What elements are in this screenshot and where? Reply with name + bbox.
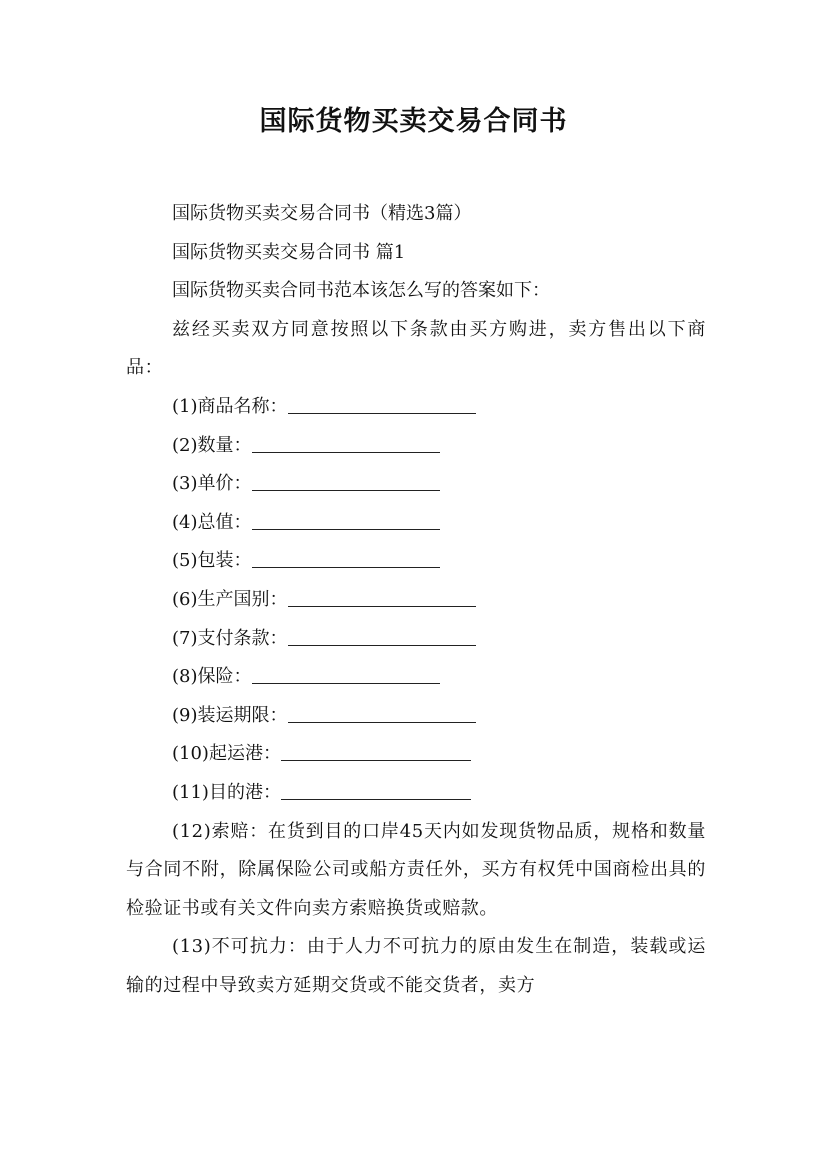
blank-line	[288, 395, 476, 414]
field-label: (6)生产国别：	[172, 588, 288, 610]
blank-line	[281, 742, 471, 761]
field-insurance	[126, 658, 706, 697]
field-label: (3)单价：	[172, 473, 252, 495]
field-label: (7)支付条款：	[172, 627, 288, 649]
field-label: (2)数量：	[172, 434, 252, 456]
field-label: (8)保险：	[172, 666, 252, 688]
field-label: (9)装运期限：	[172, 704, 288, 726]
blank-line	[288, 704, 476, 723]
field-quantity	[126, 427, 706, 466]
blank-line	[252, 511, 440, 530]
blank-line	[252, 434, 440, 453]
field-country-of-origin	[126, 581, 706, 620]
blank-line	[288, 627, 476, 646]
paragraph-section-heading: 国际货物买卖交易合同书 篇1	[172, 241, 406, 263]
blank-line	[252, 665, 440, 684]
field-label: (1)商品名称：	[172, 395, 288, 417]
blank-line	[288, 588, 476, 607]
field-label: (5)包装：	[172, 550, 252, 572]
paragraph-intro: 国际货物买卖合同书范本该怎么写的答案如下：	[172, 280, 550, 302]
field-shipment-period	[126, 697, 706, 736]
blank-line	[252, 472, 440, 491]
paragraph-agreement: 兹经买卖双方同意按照以下条款由买方购进，卖方售出以下商品：	[126, 318, 706, 379]
blank-line	[252, 549, 440, 568]
clause-force-majeure: (13)不可抗力：由于人力不可抗力的原由发生在制造，装载或运输的过程中导致卖方延期交货或不能交货者，卖方	[126, 936, 706, 996]
paragraph-subtitle: 国际货物买卖交易合同书（精选3篇）	[172, 203, 472, 224]
blank-line	[281, 781, 471, 800]
field-label: (4)总值：	[172, 511, 252, 533]
document-body	[126, 195, 706, 1005]
field-product-name	[126, 388, 706, 427]
field-port-of-destination	[126, 774, 706, 813]
field-port-of-loading	[126, 735, 706, 774]
field-packing	[126, 542, 706, 581]
clause-claims: (12)索赔：在货到目的口岸45天内如发现货物品质，规格和数量与合同不附，除属保险公司或船方责任外，买方有权凭中国商检出具的检验证书或有关文件向卖方索赔换货或赔款。	[126, 820, 706, 919]
field-label: (10)起运港：	[172, 743, 281, 765]
field-unit-price	[126, 465, 706, 504]
document-title: 国际货物买卖交易合同书	[259, 106, 568, 137]
field-payment-terms	[126, 620, 706, 659]
field-total-value	[126, 504, 706, 543]
field-label: (11)目的港：	[172, 781, 281, 803]
